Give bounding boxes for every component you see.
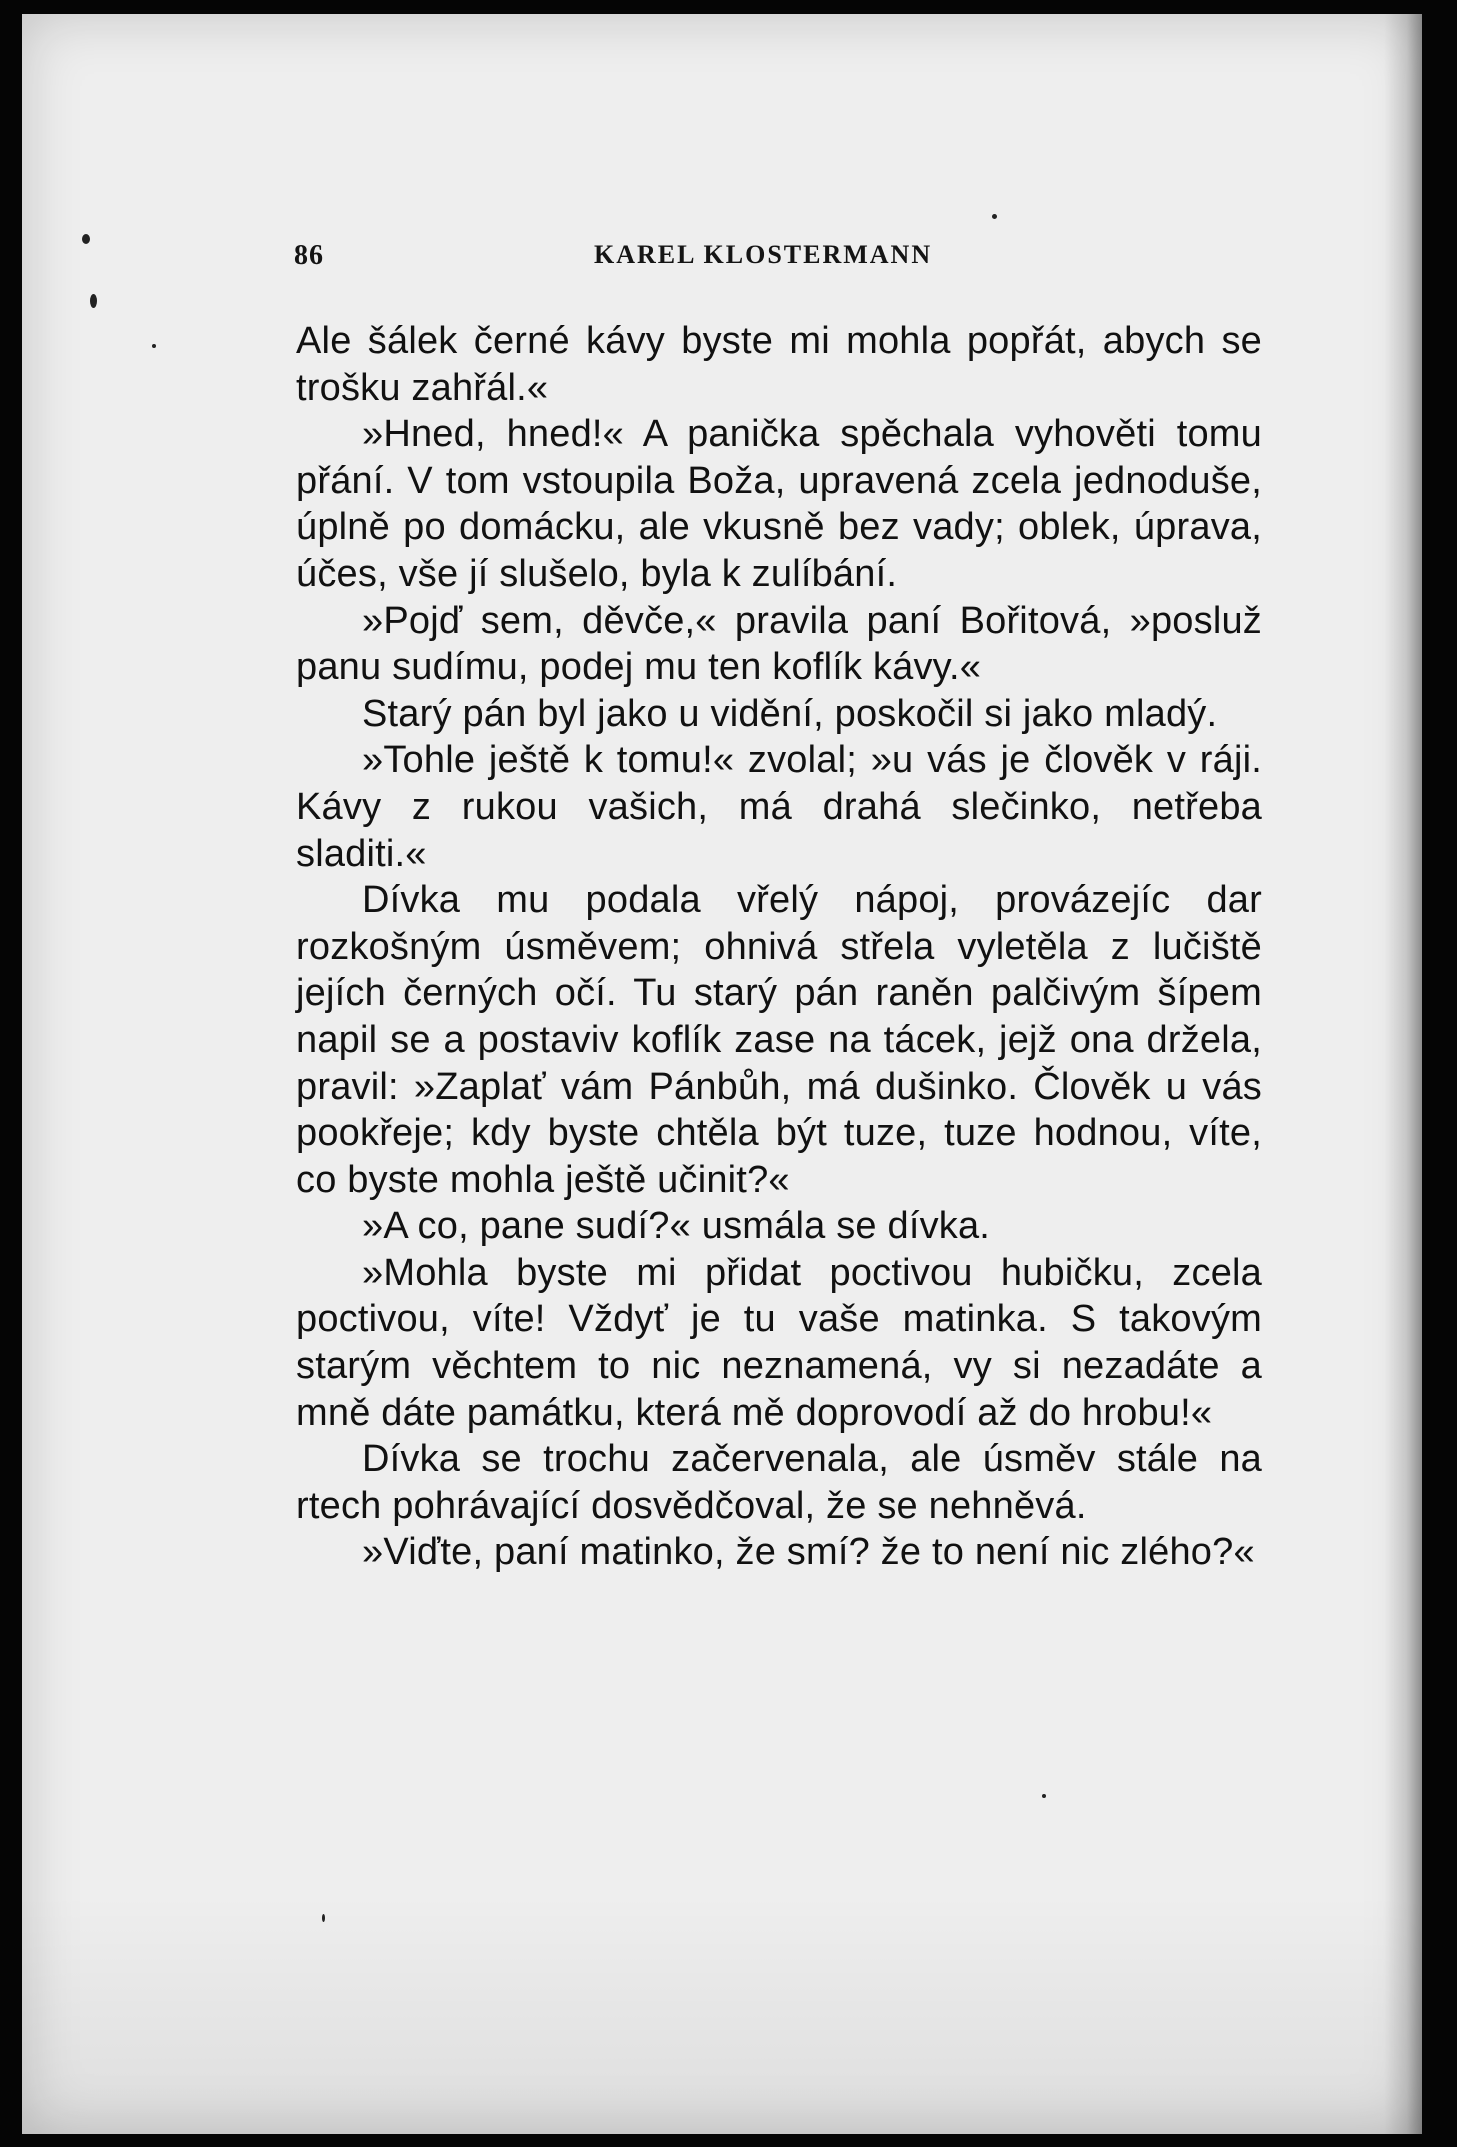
page-edge-shadow xyxy=(1384,14,1422,2134)
paragraph: Dívka se trochu začervenala, ale úsměv stále na rtech pohrávající dosvědčoval, že se nehněvá. xyxy=(296,1438,1262,1527)
running-head: KAREL KLOSTERMANN xyxy=(594,240,933,269)
dust-speck xyxy=(90,294,97,308)
body-text xyxy=(296,318,1262,1576)
page-foot-shadow xyxy=(22,1894,1422,2134)
paragraph: »Hned, hned!« A panička spěchala vyhověti tomu přání. V tom vstoupila Boža, upravená zcela jednoduše, úplně po domácku, ale vkusně bez vady; oblek, úprava, účes, vše jí slušelo, byla k zulíbání. xyxy=(296,413,1262,595)
paragraph: »Pojď sem, děvče,« pravila paní Bořitová, »posluž panu sudímu, podej mu ten koflík kávy.« xyxy=(296,599,1262,689)
paragraph: Dívka mu podala vřelý nápoj, provázejíc dar rozkošným úsměvem; ohnivá střela vyletěla z lučiště jejích černých očí. Tu starý pán raněn palčivým šípem napil se a postaviv koflík zase na tácek, jejž ona držela, pravil: »Zaplať vám Pánbůh, má dušinko. Člověk u vás pookřeje; kdy byste chtěla být tuze, tuze hodnou, víte, co byste mohla ještě učinit?« xyxy=(296,879,1262,1201)
dust-speck xyxy=(322,1914,325,1922)
page-header xyxy=(294,240,1260,280)
dust-speck xyxy=(1042,1794,1046,1798)
dust-speck xyxy=(992,214,997,219)
paragraph: Starý pán byl jako u vidění, poskočil si jako mladý. xyxy=(362,692,1218,735)
paragraph: »A co, pane sudí?« usmála se dívka. xyxy=(362,1205,991,1248)
dust-speck xyxy=(152,344,156,348)
dust-speck xyxy=(82,234,90,244)
paragraph: »Tohle ještě k tomu!« zvolal; »u vás je člověk v ráji. Kávy z rukou vašich, má drahá slečinko, netřeba sladiti.« xyxy=(296,739,1262,875)
page-number: 86 xyxy=(294,240,324,271)
paragraph: »Mohla byste mi přidat poctivou hubičku, zcela poctivou, víte! Vždyť je tu vaše matinka. S takovým starým věchtem to nic neznamená, vy si nezadáte a mně dáte památku, která mě doprovodí až do hrobu!« xyxy=(296,1251,1262,1434)
paragraph: Ale šálek černé kávy byste mi mohla popřát, abych se trošku zahřál.« xyxy=(296,320,1262,409)
paragraph: »Viďte, paní matinko, že smí? že to není nic zlého?« xyxy=(362,1531,1255,1574)
